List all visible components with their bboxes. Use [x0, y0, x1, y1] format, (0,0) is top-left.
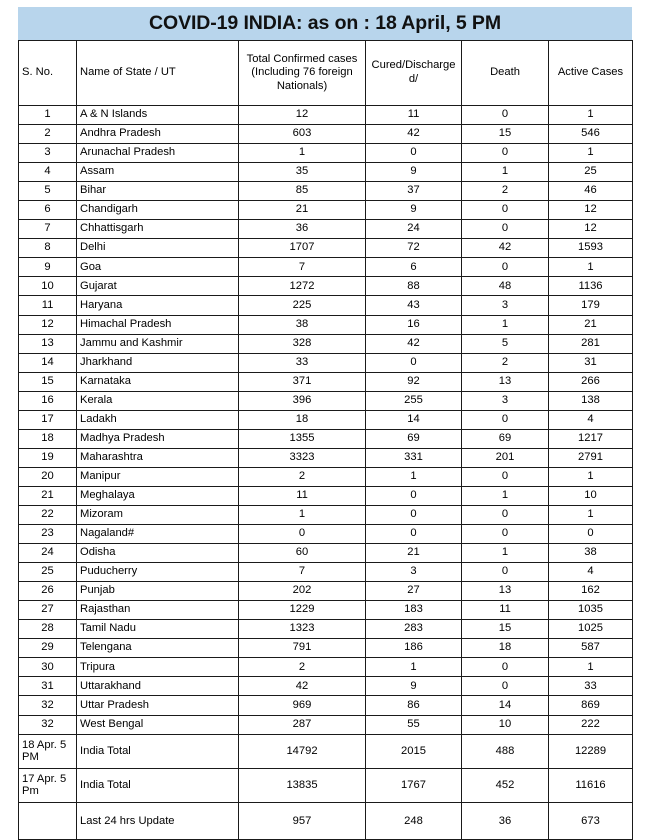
cell-total-confirmed: 0	[239, 525, 366, 544]
covid-statistics-table	[18, 40, 633, 840]
column-header-cured-discharged	[366, 41, 462, 106]
cell-death: 0	[462, 220, 549, 239]
table-row	[19, 448, 633, 467]
cell-active-cases: 1	[549, 144, 633, 163]
cell-total-confirmed: 1	[239, 505, 366, 524]
cell-serial-number: 7	[19, 220, 77, 239]
cell-total-confirmed: 1272	[239, 277, 366, 296]
cell-cured-discharged: 27	[366, 582, 462, 601]
cell-state-name: Meghalaya	[77, 486, 239, 505]
cell-death: 0	[462, 258, 549, 277]
cell-state-name: Maharashtra	[77, 448, 239, 467]
page-title-banner	[18, 7, 632, 40]
cell-total-confirmed: 2	[239, 658, 366, 677]
cell-serial-number: 10	[19, 277, 77, 296]
update-active-cases: 673	[549, 802, 633, 839]
table-row	[19, 601, 633, 620]
cell-cured-discharged: 72	[366, 239, 462, 258]
column-header-active-cases: Active Cases	[549, 41, 633, 106]
page-title: COVID-19 INDIA: as on : 18 April, 5 PM	[149, 12, 501, 34]
cell-serial-number: 15	[19, 372, 77, 391]
cell-death: 13	[462, 372, 549, 391]
cell-active-cases: 546	[549, 125, 633, 144]
cell-state-name: Mizoram	[77, 505, 239, 524]
total-cured-discharged: 2015	[366, 734, 462, 768]
cell-serial-number: 24	[19, 544, 77, 563]
cell-serial-number: 4	[19, 163, 77, 182]
cured-header-line-2: d/	[408, 73, 419, 85]
cell-active-cases: 12	[549, 220, 633, 239]
table-row	[19, 486, 633, 505]
cell-serial-number: 5	[19, 182, 77, 201]
cell-death: 15	[462, 125, 549, 144]
cell-death: 15	[462, 620, 549, 639]
cell-state-name: Arunachal Pradesh	[77, 144, 239, 163]
cell-death: 2	[462, 353, 549, 372]
table-row	[19, 201, 633, 220]
previous-row-label: India Total	[77, 768, 239, 802]
table-row	[19, 125, 633, 144]
cell-state-name: Tamil Nadu	[77, 620, 239, 639]
confirmed-header-line-2: (Including 76 foreign	[251, 66, 353, 79]
cell-state-name: Goa	[77, 258, 239, 277]
table-row	[19, 106, 633, 125]
cell-cured-discharged: 186	[366, 639, 462, 658]
cell-death: 14	[462, 696, 549, 715]
previous-row-timestamp: 17 Apr. 5 Pm	[19, 768, 77, 802]
cell-total-confirmed: 85	[239, 182, 366, 201]
cell-death: 0	[462, 467, 549, 486]
cell-total-confirmed: 11	[239, 486, 366, 505]
cell-active-cases: 0	[549, 525, 633, 544]
cell-cured-discharged: 86	[366, 696, 462, 715]
cell-serial-number: 13	[19, 334, 77, 353]
cell-total-confirmed: 1355	[239, 429, 366, 448]
total-death: 488	[462, 734, 549, 768]
cell-serial-number: 25	[19, 563, 77, 582]
cell-total-confirmed: 1707	[239, 239, 366, 258]
cell-active-cases: 1	[549, 258, 633, 277]
cell-death: 5	[462, 334, 549, 353]
cell-active-cases: 46	[549, 182, 633, 201]
cell-total-confirmed: 1323	[239, 620, 366, 639]
table-row	[19, 144, 633, 163]
cell-active-cases: 1217	[549, 429, 633, 448]
table-row	[19, 563, 633, 582]
cell-serial-number: 1	[19, 106, 77, 125]
cell-cured-discharged: 11	[366, 106, 462, 125]
cell-active-cases: 1	[549, 658, 633, 677]
table-body	[19, 106, 633, 840]
cell-death: 0	[462, 410, 549, 429]
total-total-confirmed: 14792	[239, 734, 366, 768]
cell-total-confirmed: 396	[239, 391, 366, 410]
cell-state-name: A & N Islands	[77, 106, 239, 125]
cell-total-confirmed: 12	[239, 106, 366, 125]
table-row	[19, 639, 633, 658]
cell-death: 1	[462, 486, 549, 505]
cell-total-confirmed: 7	[239, 258, 366, 277]
cell-cured-discharged: 6	[366, 258, 462, 277]
cell-death: 0	[462, 106, 549, 125]
cell-cured-discharged: 0	[366, 144, 462, 163]
cell-serial-number: 31	[19, 677, 77, 696]
table-row	[19, 239, 633, 258]
cell-death: 0	[462, 201, 549, 220]
cell-state-name: Odisha	[77, 544, 239, 563]
previous-total-confirmed: 13835	[239, 768, 366, 802]
cell-cured-discharged: 0	[366, 505, 462, 524]
table-row	[19, 715, 633, 734]
cell-total-confirmed: 35	[239, 163, 366, 182]
total-timestamp-line-2: PM	[22, 751, 39, 764]
cell-total-confirmed: 791	[239, 639, 366, 658]
total-timestamp-line-1: 18 Apr. 5	[22, 738, 67, 751]
cell-cured-discharged: 3	[366, 563, 462, 582]
cell-serial-number: 9	[19, 258, 77, 277]
column-header-death: Death	[462, 41, 549, 106]
cell-active-cases: 222	[549, 715, 633, 734]
update-row-label: Last 24 hrs Update	[77, 802, 239, 839]
cell-death: 0	[462, 505, 549, 524]
cell-total-confirmed: 2	[239, 467, 366, 486]
cell-serial-number: 32	[19, 696, 77, 715]
cell-cured-discharged: 331	[366, 448, 462, 467]
cell-total-confirmed: 328	[239, 334, 366, 353]
table-row	[19, 658, 633, 677]
cell-active-cases: 1	[549, 106, 633, 125]
cell-total-confirmed: 287	[239, 715, 366, 734]
update-row-blank	[19, 802, 77, 839]
cell-death: 18	[462, 639, 549, 658]
cell-serial-number: 11	[19, 296, 77, 315]
cell-active-cases: 587	[549, 639, 633, 658]
cell-total-confirmed: 1229	[239, 601, 366, 620]
cell-cured-discharged: 255	[366, 391, 462, 410]
table-header-row	[19, 41, 633, 106]
cell-active-cases: 10	[549, 486, 633, 505]
cell-death: 3	[462, 296, 549, 315]
cell-state-name: Karnataka	[77, 372, 239, 391]
cell-death: 0	[462, 144, 549, 163]
cell-death: 201	[462, 448, 549, 467]
cell-serial-number: 30	[19, 658, 77, 677]
cell-active-cases: 1025	[549, 620, 633, 639]
table-row	[19, 182, 633, 201]
table-row	[19, 505, 633, 524]
cell-active-cases: 4	[549, 563, 633, 582]
cell-death: 1	[462, 315, 549, 334]
cell-cured-discharged: 16	[366, 315, 462, 334]
table-row	[19, 372, 633, 391]
cell-cured-discharged: 21	[366, 544, 462, 563]
cell-death: 13	[462, 582, 549, 601]
cell-serial-number: 6	[19, 201, 77, 220]
cell-serial-number: 2	[19, 125, 77, 144]
cell-serial-number: 14	[19, 353, 77, 372]
cell-total-confirmed: 1	[239, 144, 366, 163]
cell-active-cases: 138	[549, 391, 633, 410]
table-row	[19, 429, 633, 448]
cell-total-confirmed: 7	[239, 563, 366, 582]
table-row	[19, 258, 633, 277]
cell-serial-number: 32	[19, 715, 77, 734]
cell-total-confirmed: 18	[239, 410, 366, 429]
cell-state-name: West Bengal	[77, 715, 239, 734]
cell-active-cases: 1035	[549, 601, 633, 620]
table-row	[19, 334, 633, 353]
cell-death: 11	[462, 601, 549, 620]
last-24-hours-update-row	[19, 802, 633, 839]
cell-cured-discharged: 42	[366, 334, 462, 353]
cell-state-name: Kerala	[77, 391, 239, 410]
cell-active-cases: 2791	[549, 448, 633, 467]
cell-death: 0	[462, 658, 549, 677]
confirmed-header-line-3: Nationals)	[276, 79, 328, 92]
cell-serial-number: 28	[19, 620, 77, 639]
cell-cured-discharged: 9	[366, 677, 462, 696]
column-header-total-confirmed	[239, 41, 366, 106]
cell-active-cases: 1136	[549, 277, 633, 296]
previous-day-total-row	[19, 768, 633, 802]
previous-active-cases: 11616	[549, 768, 633, 802]
table-header	[19, 41, 633, 106]
cell-state-name: Telengana	[77, 639, 239, 658]
cell-serial-number: 12	[19, 315, 77, 334]
confirmed-header-line-1: Total Confirmed cases	[246, 52, 358, 65]
cell-cured-discharged: 69	[366, 429, 462, 448]
cell-state-name: Chhattisgarh	[77, 220, 239, 239]
cell-state-name: Delhi	[77, 239, 239, 258]
cell-state-name: Jharkhand	[77, 353, 239, 372]
cell-state-name: Gujarat	[77, 277, 239, 296]
cell-death: 69	[462, 429, 549, 448]
cell-state-name: Ladakh	[77, 410, 239, 429]
india-total-row	[19, 734, 633, 768]
cell-cured-discharged: 1	[366, 467, 462, 486]
table-row	[19, 582, 633, 601]
cell-death: 0	[462, 525, 549, 544]
cell-total-confirmed: 60	[239, 544, 366, 563]
cell-cured-discharged: 9	[366, 163, 462, 182]
cell-active-cases: 1	[549, 505, 633, 524]
cell-serial-number: 19	[19, 448, 77, 467]
cell-total-confirmed: 603	[239, 125, 366, 144]
cell-active-cases: 21	[549, 315, 633, 334]
cell-total-confirmed: 42	[239, 677, 366, 696]
cell-death: 48	[462, 277, 549, 296]
cell-death: 1	[462, 544, 549, 563]
cell-cured-discharged: 37	[366, 182, 462, 201]
table-row	[19, 315, 633, 334]
cell-state-name: Punjab	[77, 582, 239, 601]
table-row	[19, 410, 633, 429]
cell-state-name: Andhra Pradesh	[77, 125, 239, 144]
cell-serial-number: 3	[19, 144, 77, 163]
cell-active-cases: 179	[549, 296, 633, 315]
cell-active-cases: 1593	[549, 239, 633, 258]
cell-death: 10	[462, 715, 549, 734]
column-header-state-name: Name of State / UT	[77, 41, 239, 106]
cell-state-name: Manipur	[77, 467, 239, 486]
cell-serial-number: 27	[19, 601, 77, 620]
cell-active-cases: 25	[549, 163, 633, 182]
cell-state-name: Uttar Pradesh	[77, 696, 239, 715]
cured-header-line-1: Cured/Discharge	[371, 59, 456, 72]
cell-state-name: Nagaland#	[77, 525, 239, 544]
cell-state-name: Tripura	[77, 658, 239, 677]
total-row-timestamp	[19, 734, 77, 768]
cell-cured-discharged: 43	[366, 296, 462, 315]
cell-serial-number: 26	[19, 582, 77, 601]
table-row	[19, 544, 633, 563]
cell-serial-number: 17	[19, 410, 77, 429]
cell-death: 0	[462, 677, 549, 696]
cell-state-name: Jammu and Kashmir	[77, 334, 239, 353]
cell-state-name: Himachal Pradesh	[77, 315, 239, 334]
cell-active-cases: 869	[549, 696, 633, 715]
cell-cured-discharged: 0	[366, 525, 462, 544]
cell-total-confirmed: 38	[239, 315, 366, 334]
table-row	[19, 677, 633, 696]
update-total-confirmed: 957	[239, 802, 366, 839]
cell-cured-discharged: 183	[366, 601, 462, 620]
cell-cured-discharged: 42	[366, 125, 462, 144]
total-active-cases: 12289	[549, 734, 633, 768]
cell-state-name: Uttarakhand	[77, 677, 239, 696]
table-row	[19, 353, 633, 372]
cell-cured-discharged: 9	[366, 201, 462, 220]
cell-serial-number: 21	[19, 486, 77, 505]
column-header-serial-number: S. No.	[19, 41, 77, 106]
cell-total-confirmed: 3323	[239, 448, 366, 467]
cell-total-confirmed: 33	[239, 353, 366, 372]
cell-cured-discharged: 0	[366, 486, 462, 505]
table-row	[19, 163, 633, 182]
cell-state-name: Rajasthan	[77, 601, 239, 620]
cell-cured-discharged: 24	[366, 220, 462, 239]
cell-active-cases: 1	[549, 467, 633, 486]
table-row	[19, 220, 633, 239]
cell-serial-number: 29	[19, 639, 77, 658]
cell-death: 3	[462, 391, 549, 410]
cell-serial-number: 8	[19, 239, 77, 258]
cell-serial-number: 20	[19, 467, 77, 486]
cell-cured-discharged: 283	[366, 620, 462, 639]
table-row	[19, 620, 633, 639]
cell-serial-number: 23	[19, 525, 77, 544]
cell-active-cases: 162	[549, 582, 633, 601]
cell-state-name: Puducherry	[77, 563, 239, 582]
cell-total-confirmed: 21	[239, 201, 366, 220]
cell-death: 0	[462, 563, 549, 582]
cell-active-cases: 4	[549, 410, 633, 429]
cell-active-cases: 31	[549, 353, 633, 372]
cell-state-name: Chandigarh	[77, 201, 239, 220]
cell-state-name: Haryana	[77, 296, 239, 315]
cell-total-confirmed: 371	[239, 372, 366, 391]
table-row	[19, 277, 633, 296]
cell-cured-discharged: 92	[366, 372, 462, 391]
table-row	[19, 391, 633, 410]
cell-total-confirmed: 36	[239, 220, 366, 239]
cell-total-confirmed: 225	[239, 296, 366, 315]
previous-death: 452	[462, 768, 549, 802]
previous-cured-discharged: 1767	[366, 768, 462, 802]
cell-state-name: Madhya Pradesh	[77, 429, 239, 448]
cell-active-cases: 266	[549, 372, 633, 391]
cell-cured-discharged: 1	[366, 658, 462, 677]
cell-death: 1	[462, 163, 549, 182]
cell-serial-number: 18	[19, 429, 77, 448]
cell-serial-number: 16	[19, 391, 77, 410]
cell-cured-discharged: 55	[366, 715, 462, 734]
cell-serial-number: 22	[19, 505, 77, 524]
cell-total-confirmed: 969	[239, 696, 366, 715]
table-row	[19, 696, 633, 715]
cell-cured-discharged: 88	[366, 277, 462, 296]
update-cured-discharged: 248	[366, 802, 462, 839]
cell-active-cases: 281	[549, 334, 633, 353]
table-row	[19, 525, 633, 544]
cell-death: 42	[462, 239, 549, 258]
cell-active-cases: 12	[549, 201, 633, 220]
cell-active-cases: 33	[549, 677, 633, 696]
cell-total-confirmed: 202	[239, 582, 366, 601]
cell-state-name: Assam	[77, 163, 239, 182]
update-death: 36	[462, 802, 549, 839]
cell-cured-discharged: 14	[366, 410, 462, 429]
total-row-label: India Total	[77, 734, 239, 768]
cell-cured-discharged: 0	[366, 353, 462, 372]
cell-active-cases: 38	[549, 544, 633, 563]
table-row	[19, 467, 633, 486]
cell-death: 2	[462, 182, 549, 201]
table-row	[19, 296, 633, 315]
cell-state-name: Bihar	[77, 182, 239, 201]
